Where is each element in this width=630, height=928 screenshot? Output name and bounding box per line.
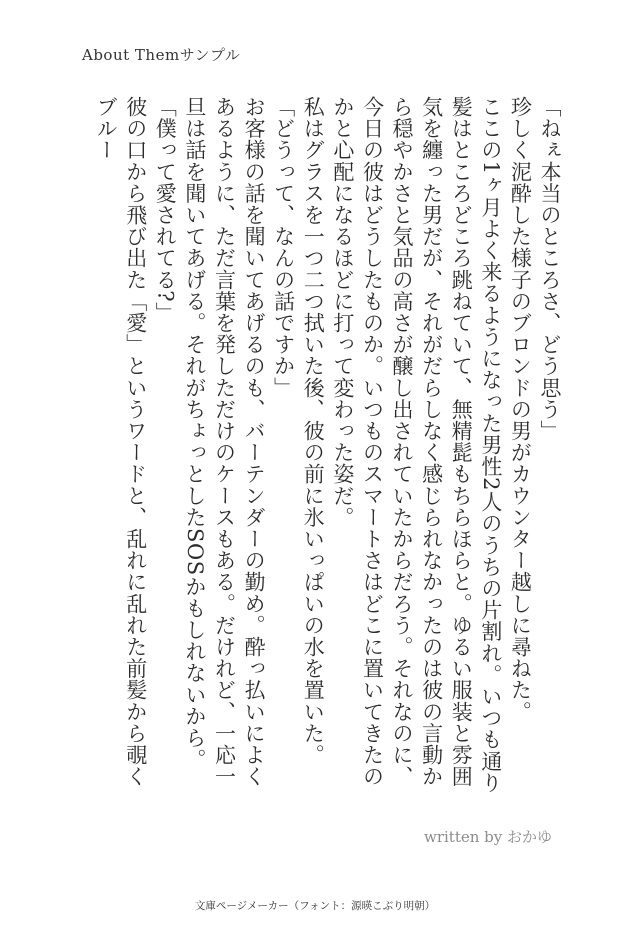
- page-title: About Themサンプル: [82, 46, 241, 64]
- paragraph: 「どうって、なんの話ですか」: [271, 96, 296, 399]
- paragraph: 「ねぇ本当のところさ、どう思う」: [538, 96, 562, 442]
- paragraph: 「僕って愛されてる?」: [153, 96, 178, 324]
- paragraph: 彼の口から飛び出た「愛」というワードと、乱れに乱れた前髪から覗くブルー: [94, 96, 148, 788]
- footer-credit: 文庫ページメーカー（フォント：源暎こぶり明朝）: [194, 900, 436, 912]
- paragraph: ここの1ヶ月よく来るようになった男性2人のうちの片割れ。いつも通り髪はところどころ跳ねていて、無精髭もちらほらと。ゆるい服装と雰囲気を纏った男だが、それがだらしなく感じられなかったのは彼の言動から穏やかさと気品の高さが醸し出されていたからだろう。それなのに、今日の彼はどうしたものか。いつものスマートさはどこに置いてきたのかと心配になるほどに打って変わった姿だ。: [330, 96, 503, 794]
- author-byline: written by おかゆ: [423, 828, 552, 846]
- paragraph: 私はグラスを一つ二つ拭いた後、彼の前に氷いっぱいの水を置いた。: [301, 96, 326, 766]
- paragraph: 珍しく泥酔した様子のブロンドの男がカウンター越しに尋ねた。: [508, 96, 533, 723]
- story-body: [91, 96, 565, 796]
- paragraph: お客様の話を聞いてあげるのも、バーテンダーの勤め。酔っ払いによくあるように、ただ言葉を発しただけのケースもある。だけれど、一応一旦は話を聞いてあげる。それがちょっとしたSOSかもしれないから。: [182, 96, 267, 788]
